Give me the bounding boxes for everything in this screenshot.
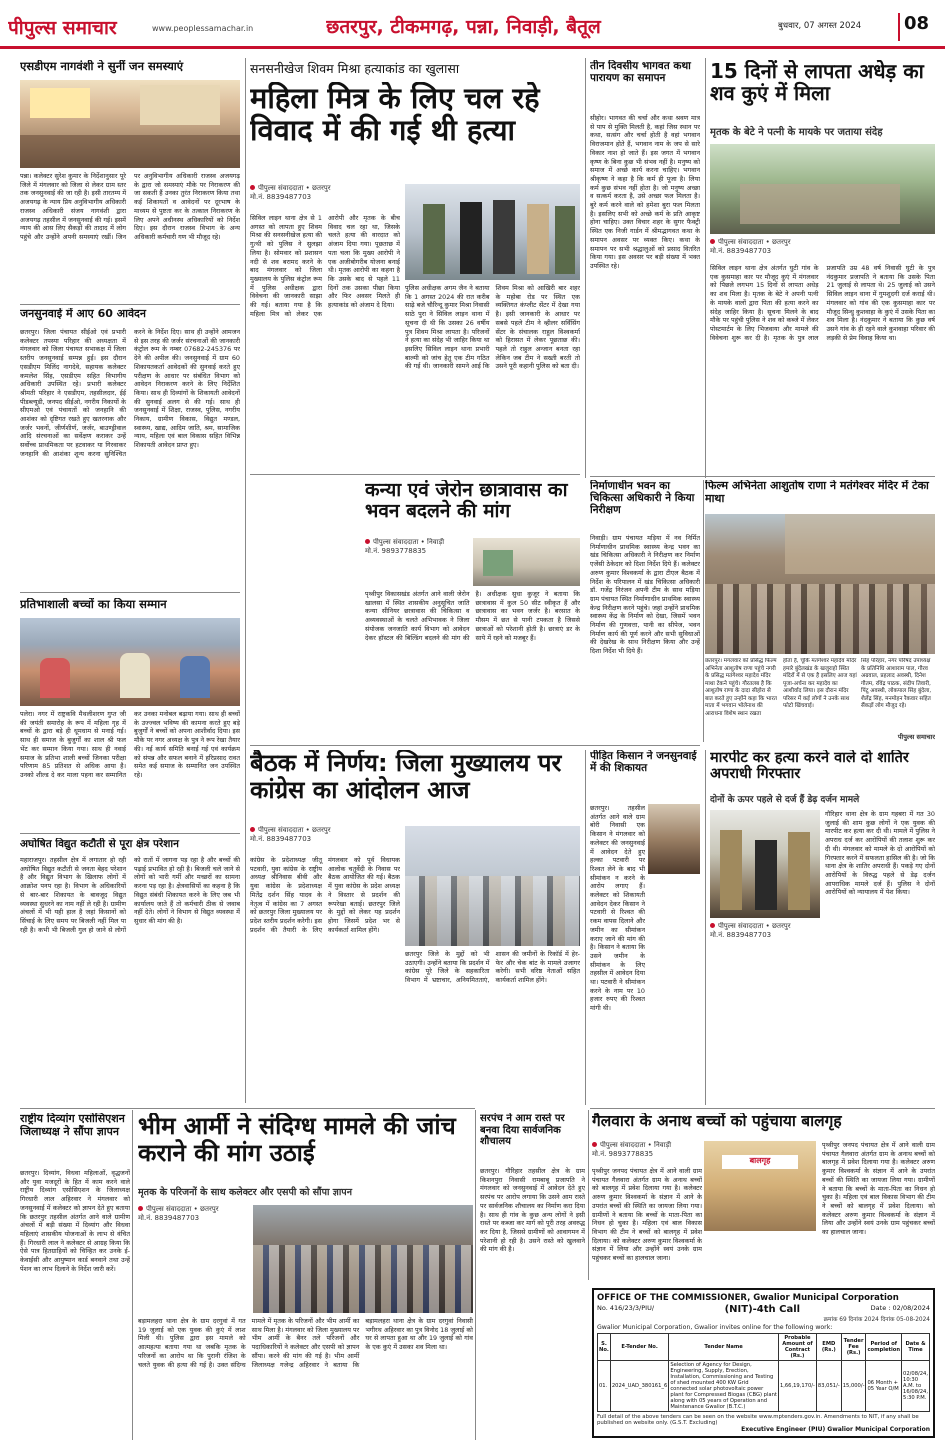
story-body: छतरपुर। गौरिहार तहसील क्षेत्र के ग्राम किशनपुरा निवासी रामबाबू प्रजापति ने मंगलवार को जनसुनवाई में आवेदन देते हुए सरपंच पर आरोप लगाया कि उसने आम रास्ते पर सार्वजनिक शौचालय का निर्माण करा दिया है। साथ ही गांव के कुछ अन्य लोगों ने इसी रास्ते पर कब्जा कर मार्ग को पूरी तरह अवरुद्ध कर दिया है, जिससे ग्रामीणों को आवागमन में परेशानी हो रही है। उसने रास्ते को खुलवाने की मांग की है। [480,1167,585,1254]
headline: महिला मित्र के लिए चल रहे विवाद में की गई थी हत्या [250,82,540,148]
tender-notice [592,1288,935,1438]
photo-caption-3: सिंह परिहार, नगर परिषद उपाध्यक्ष के प्रतिनिधि आशाराम पाल, गौरव अग्रवाल, प्रहलाद अवस्थी, दिनेश गौतम, रविंद्र पाठक, संदीप तिवारी, पिंटू अवस्थी, लोकपाल सिंह बुंदेला, शैलेंद्र सिंह, मनमोहन रैकवार सहित सैंकड़ों लोग मौजूद रहे। [861,658,932,710]
masthead-rule [0,46,945,49]
byline-name: पीपुल्स संवाददाता [718,922,764,930]
td-amount: 1,66,19,170/- [778,1361,816,1412]
story-body: सीहोर। भागवत की चर्चा और कथा श्रवण मात्र से पाप से मुक्ति मिलती है, कहां जिस स्थान पर कथा, सत्संग और चर्चा होती है वहां भगवान विराजमान होते हैं, भगवान नाम के जप से सारे विकार नाश हो जाते हैं। इस जगत में भगवान कृष्ण के बिना कुछ भी संभव नहीं है। मनुष्य को समाज में अच्छे कार्य करना चाहिए। भगवान श्रीकृष्ण ने कहा है कि कर्म ही पूजा है। लिया कर्म कुछ संभव नहीं होता है। जो मनुष्य अच्छा व सत्कर्म करता है, उसे अच्छा फल मिलता है। बुरे कर्म करने वाले को हमेशा बुरा फल मिलता है। इसलिए सभी को अच्छे कर्म के प्रति आकृष्ट होना चाहिए। उक्त विचार शहर के सुगर फैक्ट्री स्थित एक निजी गार्डन में श्रीमद्भागवत कथा के समापन अवसर पर व्यक्त किए। कथा के समापन पर सभी श्रद्धालुओं को प्रसाद वितरित किया गया। इस अवसर पर बड़ी संख्या में भक्त उपस्थित रहे। [590,114,700,270]
story-body-left: सिविल लाइन थाना क्षेत्र से 1 अगस्त को लापता हुए शिवम मिश्रा की सनसनीखेज हत्या की गुत्थी को पुलिस ने सुलझा लिया है। सोमवार को प्रशासन नदी से शव बरामद करने के बाद मंगलवार को जिला मुख्यालय के पुलिस कंट्रोल रूम में पुलिस अधीक्षक द्वारा विवेचना की जानकारी साझा की गई। बताया गया है कि महिला मित्र को लेकर एक आरोपी और मृतक के बीच विवाद चल रहा था, जिसके चलते हत्या की वारदात को अंजाम दिया गया। पूछताछ में पता चला कि मुख्य आरोपी ने एक अजीबोगरीब योजना बनाई थी। मृतक आरोपी का कहना है कि उसके बाद से पहले 11 दिनों तक उसका पीछा किया और फिर अवसर मिलते ही हत्याकांड को अंजाम दे दिया। [250,214,400,318]
story-nirmanadhin-bhawan-col [590,480,700,738]
byline-city: निवाड़ी [427,538,445,546]
photo-police-accused [710,810,820,918]
byline-block: पीपुल्स संवाददाता • निवाड़ी मो.नं. 9893778835 [365,538,465,564]
story-body-2: छतरपुर जिले के मुद्दों को भी उठाएगी। उन्होंने बताया कि प्रदर्शन में कांग्रेस पूरे जिले के सहकारिता विभाग में भ्रष्टाचार, अनियमितताएं, शासन की जमीनों के रिकॉर्ड में हेर-फेर और चेक बांट के मामले उजागर करेगी। सभी वरिष्ठ नेताओं सहित कार्यकर्ता शामिल होंगे। [405,950,580,985]
tender-table [597,1333,930,1412]
th-etender: E-Tender No. [610,1334,668,1361]
tender-signature: Executive Engineer (PIU) Gwalior Municipal Corporation [741,1426,930,1433]
headline: एसडीएम नागवंशी ने सुनीं जन समस्याएं [20,60,184,73]
byline-block: पीपुल्स संवाददाता • छतरपुर मो.नं. 8839487703 [138,1205,248,1229]
tender-nit: (NIT)-4th Call [724,1304,801,1315]
story-divyang-association [20,1113,130,1438]
story-ashutosh-rana [705,480,935,742]
headline: मारपीट कर हत्या करने वाले दो शातिर अपराधी गिरफ्तार [710,750,909,783]
headline: भीम आर्मी ने संदिग्ध मामले की जांच कराने की मांग उठाई [138,1113,456,1167]
byline-mobile: मो.नं. 9893778835 [365,547,427,556]
headline: सरपंच ने आम रास्ते पर बनवा दिया सार्वजनिक शौचालय [480,1113,565,1147]
tender-intro: Gwalior Municipal Corporation, Gwalior invites online for the following work: [597,1324,833,1331]
td-etender: 2024_UAD_380161_6 [610,1361,668,1412]
story-pidit-kisan [590,750,700,1105]
story-galvara-balgrih [592,1113,935,1283]
tender-hindi-no: क्रमांक 69 दिनांक 2024 दिनांक 05-08-2024 [823,1317,930,1323]
story-body: पृथ्वीपुर जनपद पंचायत क्षेत्र में आने वाली ग्राम पंचायत गैलवारा अंतर्गत ग्राम के अनाथ बच्चों को बालगृह में प्रवेश दिलाया गया है। कलेक्टर अरुण कुमार विश्वकर्मा के संज्ञान में आने के उपरांत बच्चों की स्थिति का जायजा लिया गया। ग्रामीणों ने बताया कि बच्चों के माता-पिता का निधन हो चुका है। महिला एवं बाल विकास विभाग की टीम ने बच्चों को बालगृह में प्रवेश दिलाया। को कलेक्टर अरुण कुमार विश्वकर्मा के संज्ञान में लिया और उन्होंने स्वयं उनके ग्राम पहुंचकर बच्चों का हालचाल जाना। [592,1167,702,1263]
byline-name: पीपुल्स संवाददाता [600,1141,646,1149]
tender-no: No. 416/23/3/PIU/ [597,1304,655,1312]
subheadline: दोनों के ऊपर पहले से दर्ज हैं डेढ़ दर्जन मामले [710,795,860,805]
story-body-right: पुलिस अधीक्षक अगम जैन ने बताया कि 1 अगस्त 2024 की रात करीब साढ़े बजे चौरिन्दू कुमार मिश्रा निवासी साठे पुरा ने सिविल लाइन थाना में सूचना दी थी कि उसका 26 वर्षीय पुत्र शिवम मिश्रा लापता है। परिजनों ने हत्या का संदेह भी जाहिर किया था इसलिए सिविल लाइन थाना प्रभारी बाल्मी को जांच हेतु एक टीम गठित की गई थी। जानकारी सामने आई कि शिवम मिश्रा को आखिरी बार शहर के महोबा रोड पर स्थित एक व्यक्तिगत कंप्लीट सेंटर में देखा गया है। इसी जानकारी के आधार पर सबसे पहले टीम ने व्हीलर सर्विसिंग सेंटर के संचालक राहुल विश्वकर्मा को हिरासत में लेकर पूछताछ की। पहले तो राहुल अन्जान बनता रहा लेकिन जब टीम ने सख्ती बरती तो उसने पूरी कहानी पुलिस को बता दी। [405,284,580,371]
table-row [598,1361,930,1412]
byline-mobile: मो.नं. 9893778835 [592,1150,654,1159]
byline-name: पीपुल्स संवाददाता [373,538,419,546]
tender-footer: Full detail of the above tenders can be seen on the website www.mptenders.gov.in. Amendments to NIT, if any shall be published on website only. (G.S.T. Excluding) [597,1414,919,1426]
byline-city: छतरपुर [200,1205,219,1213]
story-jansunvai-60 [20,308,240,588]
masthead-logo: पीपुल्स समाचार [8,17,117,39]
masthead-districts: छतरपुर, टीकमगढ़, पन्ना, निवाड़ी, बैतूल [326,16,601,38]
headline: राष्ट्रीय दिव्यांग एसोसिएशन जिलाध्यक्ष ने सौंपा ज्ञापन [20,1113,125,1138]
story-body: पृथ्वीपुर विकासखंड अंतर्गत आने वाली जेरोन खालसा में स्थित शासकीय अनुसूचित जाति कन्या सीनियर छात्रावास की चिकित्सा व अव्यवस्थाओं के चलते अभिभावक ने जिला संयोजक जनजाति कार्य विभाग को आवेदन देकर हॉस्टल की बिल्डिंग बदलने की मांग की है। अधीक्षक सुधा कुजूर ने बताया कि छात्रावास में कुल 50 सीट स्वीकृत हैं और छात्रावास का भवन जर्जर है। बरसात के मौसम में छत से पानी टपकता है जिससे छात्राओं को परेशानी होती है। छात्राएं डर के साये में रहने को मजबूर हैं। [365,590,580,642]
headline: तीन दिवसीय भागवत कथा पारायण का समापन [590,60,691,85]
story-body: गौरिहार थाना क्षेत्र के ग्राम गहबरा में गत 30 जुलाई की शाम कुछ लोगों ने एक युवक की मारपीट कर हत्या कर दी थी। मामले में पुलिस ने अपराध दर्ज कर आरोपियों की तलाश शुरू कर दी थी। मंगलवार को मामले के दो आरोपियों को गिरफ्तार करने में सफलता हासिल की है। जो कि थाना क्षेत्र के शातिर अपराधी हैं। पकड़े गए दोनों आरोपियों के विरुद्ध पहले से डेढ़ दर्जन आपराधिक मामले दर्ज हैं। पुलिस ने दोनों आरोपियों को न्यायालय में पेश किया। [825,810,935,897]
photo-accused-police [405,184,580,280]
subheadline: मृतक के बेटे ने पत्नी के मायके पर जताया संदेह [710,127,883,138]
headline: अघोषित विद्युत कटौती से पूरा क्षेत्र परेशान [20,838,179,850]
story-sarpanch-shauchalay [480,1113,585,1438]
th-emd: EMD (Rs.) [816,1334,841,1361]
byline-block: पीपुल्स संवाददाता • निवाड़ी मो.नं. 9893778835 [592,1141,702,1165]
byline-name: पीपुल्स संवाददाता [258,826,304,834]
story-bijli-katauti [20,838,240,1103]
byline-mobile: मो.नं. 8839487703 [710,931,772,940]
story-pratibha-samman [20,598,240,828]
headline: 15 दिनों से लापता अधेड़ का शव कुएं में मिला [710,60,924,106]
masthead-date: बुधवार, 07 अगस्त 2024 [778,21,862,31]
byline-city: छतरपुर [772,238,791,246]
story-body: पन्ना। कलेक्टर सुरेश कुमार के निर्देशानुसार पूरे जिले में मंगलवार को जिला से लेकर ग्राम स्तर तक जनसुनवाई की जा रही है। इसी तारतम्य में अजयगढ़ के न्याय प्रिय अनुविभागीय अधिकारी राजस्व अधिकारी संजय नागवंशी द्वारा अजयगढ़ तहसील में जनसुनवाई की गई। इसमें न्याय की आस लिए सैकड़ों की तादाद में लोग पहुंचे और उन्होंने अपनी समस्याएं रखीं। जिन पर अनुविभागीय अधिकारी राजस्व अजयगढ़ के द्वारा जो समस्याएं मौके पर निराकरण की जा सकती हैं उनका तुरंत निराकरण किया तथा कई शिकायतों व आवेदनों पर दूरभाष के माध्यम से पुष्टता कर के तत्काल निराकरण के लिए अपने अधीनस्थ अधिकारियों को निर्देश दिए। इस दौरान राजस्व विभाग के अन्य अधिकारी कर्मचारी गण भी मौजूद रहे। [20,172,240,241]
th-sno: S. No. [598,1334,611,1361]
td-date: 02/08/24, 10:30 A.M. to 16/08/24, 5:30 P.M. [902,1361,930,1412]
story-shivam-hatya [250,60,580,470]
byline-mobile: मो.नं. 8839487703 [250,193,312,202]
story-body: महाराजपुर। तहसील क्षेत्र में लगातार हो रही अघोषित विद्युत कटौती से जनता बेहद परेशान है और विद्युत विभाग के खिलाफ लोगों में आक्रोश पनप रहा है। विभाग के अधिकारियों से बार-बार शिकायत के बावजूद विद्युत व्यवस्था सुधरने का नाम नहीं ले रही है। ग्रामीण अंचलों में भी यही हाल है जहां किसानों को सिंचाई के लिए समय पर बिजली नहीं मिल पा रही है। कभी भी बिजली गुल हो जाने से लोगों को रातों में जागना पड़ रहा है और बच्चों की पढ़ाई प्रभावित हो रही है। बिजली चले जाने से लोगों को भारी गर्मी और मच्छरों का सामना करना पड़ रहा है। क्षेत्रवासियों का कहना है कि विद्युत संबंधी शिकायत करने के लिए जब भी कार्यालय जाते हैं तो कर्मचारी ठीक से जवाब नहीं देते। लोगों ने विभाग से विद्युत व्यवस्था में सुधार की मांग की है। [20,856,240,934]
photo-chhatravas [473,538,580,586]
masthead-website[interactable]: www.peoplessamachar.in [152,24,254,33]
story-bhim-army [138,1113,473,1438]
byline-block: पीपुल्स संवाददाता • छतरपुर मो.नं. 8839487703 [250,184,400,210]
headline: निर्माणाधीन भवन का चिकित्सा अधिकारी ने किया निरीक्षण [590,480,695,517]
byline-name: पीपुल्स संवाददाता [718,238,764,246]
headline: प्रतिभाशाली बच्चों का किया सम्मान [20,598,167,611]
td-period: 06 Month + 05 Year O/M [866,1361,902,1412]
photo-village-crowd [710,144,935,234]
byline-block: पीपुल्स संवाददाता • छतरपुर मो.नं. 8839487703 [710,922,820,946]
story-body: पलेरा। नगर में राष्ट्रकवि मैथलीशरण गुप्त जी की जयंती समारोह के रूप में महिला गृह में बच्चों के द्वारा बड़े ही धूमधाम से मनाई गई। साथ ही समाज के बुजुर्गों का शाल श्री फल भेंट कर सम्मान किया गया। साथ ही नवाई समाज के प्रतिभा शाली बच्चों जिनका परीक्षा परिणाम 85 प्रतिशत से अधिक आया है। उनको शील्ड दे कर माला पहना कर सम्मानित कर उनका मनोबल बढ़ाया गया। साथ ही बच्चों के उज्ज्वल भविष्य की कामना करते हुए बड़े बुजुर्गों ने बच्चों को अपना आशीर्वाद दिया। इस मौके पर नगर अध्यक्ष के पुत्र ने रूप रेखा तैयार की। नई कार्य समिति बनाई गई एवं कार्यक्रम को संपन्न और सफल बनाने में हरिप्रसाद रावत समेत कई समाज के सम्मानित जन उपस्थित रहे। [20,710,240,779]
story-body-cont: पृथ्वीपुर जनपद पंचायत क्षेत्र में आने वाली ग्राम पंचायत गैलवारा अंतर्गत ग्राम के अनाथ बच्चों को बालगृह में प्रवेश दिलाया गया है। कलेक्टर अरुण कुमार विश्वकर्मा के संज्ञान में आने के उपरांत बच्चों की स्थिति का जायजा लिया गया। ग्रामीणों ने बताया कि बच्चों के माता-पिता का निधन हो चुका है। महिला एवं बाल विकास विभाग की टीम ने बच्चों को बालगृह में प्रवेश दिलाया। को कलेक्टर अरुण कुमार विश्वकर्मा के संज्ञान में लिया और उन्होंने स्वयं उनके ग्राम पहुंचकर बच्चों का हालचाल जाना। [822,1141,935,1237]
byline-city: छतरपुर [772,922,791,930]
tender-header-row [598,1334,930,1361]
byline-name: पीपुल्स संवाददाता [146,1205,192,1213]
photo-balgrih-sign: बालगृह [722,1155,798,1169]
headline: गैलवारा के अनाथ बच्चों को पहुंचाया बालगृह [592,1113,842,1130]
photo-caption-1: छतरपुर। मंगलवार को प्रसिद्ध फिल्म अभिनेता आशुतोष राणा पहुंचे नगरी के प्रसिद्ध मतंगेश्वर महादेव मंदिर माथा टेकने पहुंचे। गौरतलब है कि आशुतोष राणा के दादा सीहोरा से बात करते हुए उन्होंने कहा कि भारत माता में भगवान भोलेनाथ की आराधना विशेष स्थान रखता [705,658,777,717]
photo-jansunvai-hall [20,80,240,168]
td-emd: 83,051/- [816,1361,841,1412]
td-sno: 01. [598,1361,611,1412]
story-marpit-hatya [710,750,935,1105]
page-number: 08 [898,13,938,41]
headline: पीड़ित किसान ने जनसुनवाई में की शिकायत [590,750,697,775]
story-body: छतरपुर। दिव्यांग, विधवा महिलाओं, वृद्धजनों और युवा मजदूरों के हित में काम करने वाले राष्ट्रीय दिव्यांग एसोसिएशन के जिलाध्यक्ष गिरधारी लाल अहिरवार ने मंगलवार को जनसुनवाई में कलेक्टर को ज्ञापन देते हुए बताया कि छतरपुर तहसील अंतर्गत आने वाले ग्रामीण अंचलों में बड़ी संख्या में दिव्यांग और विधवा महिलाएं शासकीय योजनाओं के लाभ से वंचित हैं। गिरधारी लाल ने कलेक्टर से आग्रह किया कि ऐसे पात्र हितग्राहियों को चिन्हित कर उनके ई-केवाईसी और आयुष्मान कार्ड बनवाने तथा उन्हें पेंशन का लाभ दिलाने के निर्देश जारी करें। [20,1169,130,1273]
photo-kisan [648,804,700,874]
byline-mobile: मो.नं. 8839487703 [250,835,312,844]
photo-samman-ceremony [20,618,240,706]
tender-date: Date : 02/08/2024 [870,1304,930,1312]
byline-block: पीपुल्स संवाददाता • छतरपुर मो.नं. 8839487703 [250,826,400,852]
byline-block: पीपुल्स संवाददाता • छतरपुर मो.नं. 8839487703 [710,238,820,262]
story-body: निवाड़ी। ग्राम पंचायत मड़िया में नव निर्मित निर्माणाधीन प्राथमिक स्वास्थ्य केन्द्र भवन का खंड चिकित्सा अधिकारी ने निरीक्षण कर निर्माण एजेंसी ठेकेदार को दिशा निर्देश दिये हैं। कलेक्टर अरुण कुमार विश्वकर्मा के द्वारा टीएल बैठक में निर्देश के परिपालन में खंड चिकित्सा अधिकारी डॉ. गजेंद्र निरंजन अपनी टीम के साथ मड़िया ग्राम पंचायत स्थित निर्माणाधीन प्राथमिक स्वास्थ्य केन्द्र निरीक्षण करने पहुंचे। जहां उन्होंने प्राथमिक स्वास्थ्य केंद्र के निर्माण को देखा, जिसमें भवन निर्माण की गुणवत्ता, पानी का सीपेज, भवन निर्माण कार्य की पूर्ण करने और सभी सुविधाओं की देखरेख के साथ निरीक्षण किया और उन्हें दिशा निर्देश भी दिये हैं। [590,534,700,656]
th-amount: Probable Amount of Contract (Rs.) [778,1334,816,1361]
masthead [0,0,945,50]
photo-bhim-army-protest [253,1205,473,1313]
td-name: Selection of Agency for Design, Engineering, Supply, Erection, Installation, Commissioning and Testing of shed mounted 400 KW Grid connected solar photovoltaic power plant for Compressed Biogas (CBG) plant along with 05 years of Operation and Maintenance Gwalior (B.T.C.) [670,1362,777,1410]
byline-mobile: मो.नं. 8839487703 [710,247,772,256]
photo-matangeshwar-temple [705,514,935,654]
byline-city: छतरपुर [312,184,331,192]
headline: फिल्म अभिनेता आशुतोष राणा ने मतंगेश्वर मंदिर में टेका माथा [705,480,929,505]
photo-balgrih-building [704,1141,816,1231]
tender-office: OFFICE OF THE COMMISSIONER, Gwalior Municipal Corporation [597,1293,899,1303]
story-body: छतरपुर। जिला पंचायत सीईओ एवं प्रभारी कलेक्टर तपस्या परिहार की अध्यक्षता में मंगलवार को जिला पंचायत सभाकक्ष में जिला स्तरीय जनसुनवाई सम्पन्न हुई। इस दौरान एसडीएम मिलिंद नागदेवे, सहायक कलेक्टर कमलेश सिंह, एसडीएम सहित विभागीय अधिकारी उपस्थित रहे। प्रभारी कलेक्टर श्रीमती परिहार ने एसडीएम, तहसीलदार, ईई पीडब्ल्यूडी, जनपद सीईओ, नगरीय निकायों के सीएमओ एवं पंचायतों को जनहानि की आशंका को दृष्टिगत रखते हुए खतरनाक और जर्जर भवनों, जीर्णशीर्ण, जर्जर, बाउण्ड्रीवाल आदि संरचनाओं का सर्वेक्षण कराकर उन्हें सर्वोच्च प्राथमिकता पर हटवाकर या गिरवाकर जनहानि की आशंका शून्य करना सुनिश्चित करने के निर्देश दिए। साथ ही उन्होंने आमजन से इस तरह की जर्जर संरचनाओं की जानकारी कंट्रोल रूम के नम्बर 07682-245376 पर देने की अपील की। जनसुनवाई में ग्राम 60 शिकायतकर्ता आवेदकों की सुनवाई करते हुए परीक्षण के आधार पर संबंधित विभाग को आवेदन निराकरण करने के लिए निर्देशित किया। साथ ही दिव्यांगों के शिकायती आवेदनों की सुनवाई अलग से की गई। साथ ही जनसुनवाई में शिक्षा, राजस्व, पुलिस, नगरीय निकाय, ग्रामीण विकास, विद्युत मण्डल, स्वास्थ्य, खाद्य, आदिम जाति, श्रम, सामाजिक न्याय, महिला एवं बाल विकास सहित विभिन्न शिकायती आवेदन प्राप्त हुए। [20,328,240,458]
byline-city: छतरपुर [312,826,331,834]
byline-city: निवाड़ी [654,1141,672,1149]
headline: बैठक में निर्णय: जिला मुख्यालय पर कांग्रेस का आंदोलन आज [250,750,562,804]
headline: जनसुनवाई में आए 60 आवेदन [20,308,147,320]
td-fee: 15,000/- [841,1361,866,1412]
story-body: बड़ामलहरा थाना क्षेत्र के ग्राम दरगुवां में गत 19 जुलाई को एक युवक की कुएं में लाश मिली थी। पुलिस द्वारा इस मामले को आत्महत्या बताया गया था जबकि मृतक के परिजनों का आरोप था कि पुरानी रंजिश के चलते युवक की हत्या की गई है। उक्त संदिग्ध मामले में मृतक के परिजनों और भीम आर्मी का साथ मिला है। मंगलवार को जिला मुख्यालय पर भीम आर्मी के बैनर तले परिजनों और पदाधिकारियों ने कलेक्टर और एसपी को ज्ञापन सौंपा। करने की मांग की गई है। भीम आर्मी जिलाध्यक्ष गजेन्द्र अहिरवार ने बताया कि बड़ामलहरा थाना क्षेत्र के ग्राम दरगुवां निवासी भगीरथ अहिरवार का पुत्र विनोद 18 जुलाई को घर से लापता हुआ था और 19 जुलाई को गांव के एक कुएं में उसका शव मिला था। [138,1317,473,1369]
photo-caption-2: होता है, चूंकि मतंगेश्वर महादेव मंदिर हमारे बुंदेलखंड के खजुराहो स्थित मंदिरों में से एक है इसलिए आज यहां पूजा-अर्चना कर महादेव का आशीर्वाद लिया। इस दौरान मंदिर परिसर में कई लोगों ने उनके साथ फोटो खिंचवाई। [783,658,857,710]
story-congress-andolan [250,750,580,1105]
story-body: छतरपुर। तहसील अंतर्गत आने वाले ग्राम बोरी निवासी एक किसान ने मंगलवार को कलेक्टर की जनसुनवाई में आवेदन देते हुए हल्का पटवारी पर रिश्वत लेने के बाद भी सीमांकन न करने के आरोप लगाए हैं। कलेक्टर को शिकायती आवेदन देकर किसान ने पटवारी से रिश्वत की रकम वापस दिलाने और जमीन का सीमांकन कराए जाने की मांग की है। किसान ने बताया कि उसने जमीन के सीमांकन के लिए तहसील में आवेदन दिया था। पटवारी ने सीमांकन करने के नाम पर 10 हजार रुपए की रिश्वत मांगी थी। [590,804,645,1013]
story-bhagwat-katha [590,60,700,470]
story-lapata-adhed [710,60,935,470]
subheadline: मृतक के परिजनों के साथ कलेक्टर और एसपी को सौंपा ज्ञापन [138,1187,352,1198]
story-body: कांग्रेस के प्रदेशाध्यक्ष जीतू पटवारी, युवा कांग्रेस के राष्ट्रीय अध्यक्ष श्रीनिवास बीवी और युवा कांग्रेस के प्रदेशाध्यक्ष मितेंद्र दर्शन सिंह यादव के नेतृत्व में कांग्रेस का 7 अगस्त को छतरपुर जिला मुख्यालय पर प्रदेश स्तरीय प्रदर्शन करेगी। इस प्रदर्शन की तैयारी के लिए मंगलवार को पूर्व विधायक आलोक चतुर्वेदी के निवास पर बैठक आयोजित की गई। बैठक में युवा कांग्रेस के प्रदेश अध्यक्ष ने विस्तार से प्रदर्शन की रूपरेखा बताई। छतरपुर जिले के मुद्दों को लेकर यह प्रदर्शन होगा जिसमें प्रदेश भर से कार्यकर्ता शामिल होंगे। [250,856,400,934]
th-date: Date & Time [902,1334,930,1361]
headline: कन्या एवं जेरोन छात्रावास का भवन बदलने की मांग [365,480,568,523]
story-sdm-jansunvai [20,60,240,300]
kicker: सनसनीखेज शिवम मिश्रा हत्याकांड का खुलासा [250,61,460,76]
byline-mobile: मो.नं. 8839487703 [138,1214,200,1223]
photo-congress-meeting [405,826,580,946]
th-period: Period of completion [866,1334,902,1361]
byline-name: पीपुल्स संवाददाता [258,184,304,192]
th-fee: Tender Fee (Rs.) [841,1334,866,1361]
th-name: Tender Name [669,1334,779,1361]
photo-credit: पीपुल्स समाचार [897,733,935,741]
story-body: सिविल लाइन थाना क्षेत्र अंतर्गत घुटी गांव के एक कुसमाहा कार पर मौजूद कुएं में मंगलवार को पिछले लगभग 15 दिनों से लापता अधेड़ का शव मिला है। मृतक के बेटे ने अपनी पत्नी के मायके वालों द्वारा पिता की हत्या करने का संदेह जाहिर किया है। सूचना मिलने के बाद मौके पर पहुंची पुलिस ने शव को कब्जे में लेकर पोस्टमार्टम के लिए भिजवाया और मामले की विवेचना शुरू कर दी है। मृतक के पुत्र लाल प्रजापति उम्र 48 वर्ष निवासी घुटी के पुत्र नंदकुमार प्रजापति ने बताया कि उसके पिता 21 जुलाई से लापता थे। 25 जुलाई को उसने सिविल लाइन थाना में गुमशुदगी दर्ज कराई थी। मंगलवार को गांव की एक कुसमाहा कार पर मौजूद सिन्धु कुशवाहा के कुएं में उसके पिता का शव मिला है। नंदकुमार ने बताया कि कुछ वर्ष उसने गांव के ही रहने वाले कुशवाहा परिवार की लड़की से प्रेम विवाह किया था। [710,264,935,342]
